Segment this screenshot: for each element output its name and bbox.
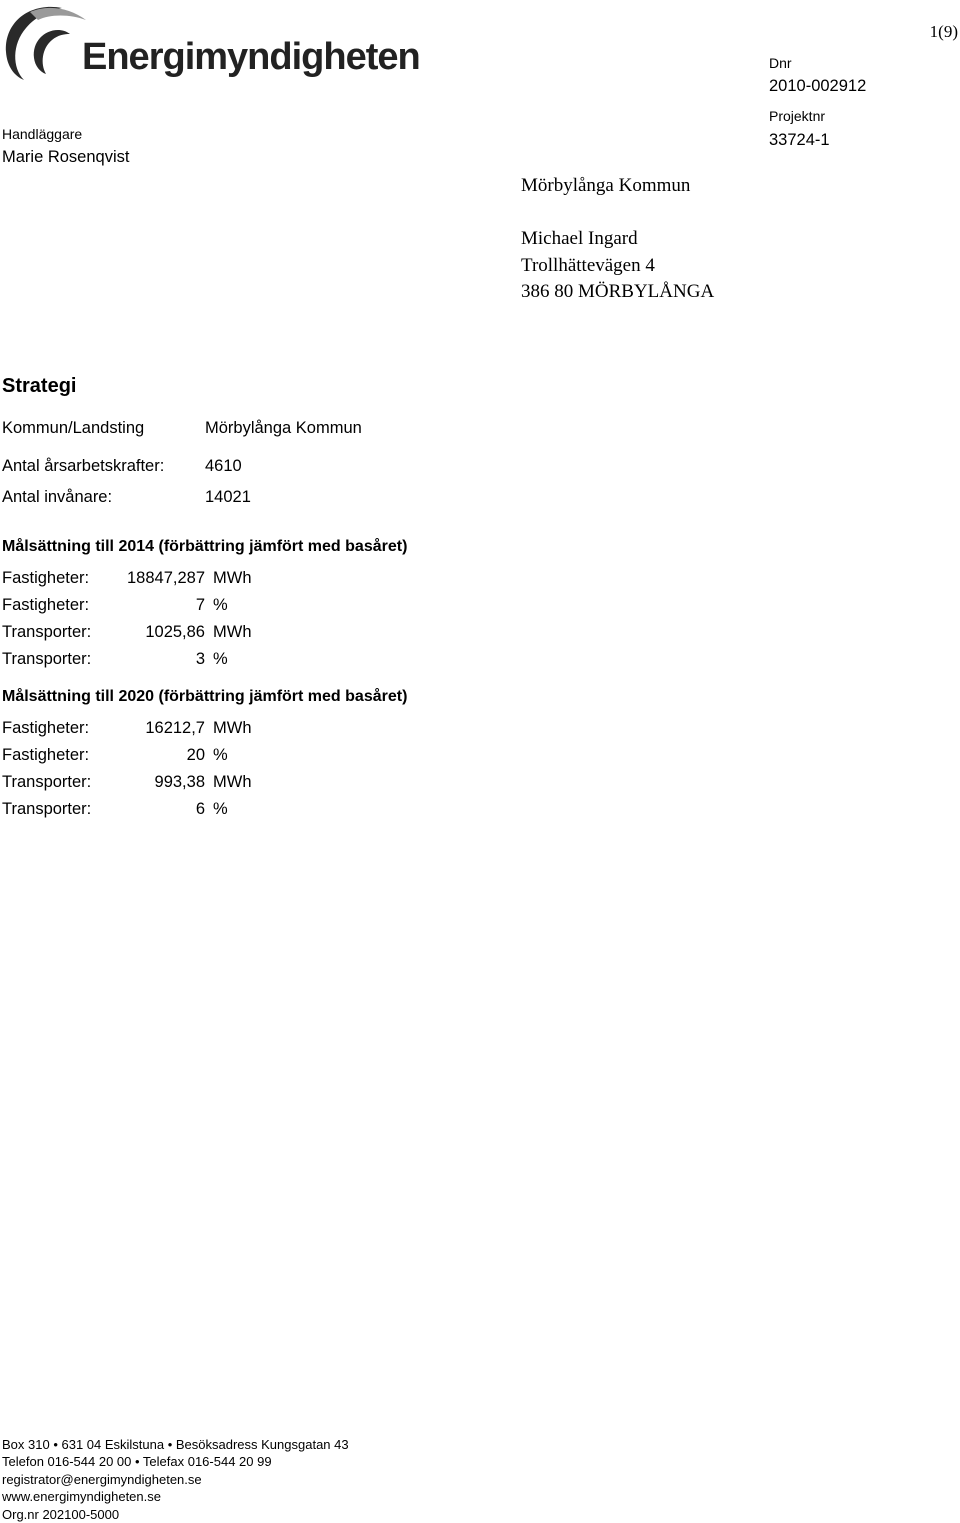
page-number: 1(9) <box>929 22 958 41</box>
targets-2014-heading: Målsättning till 2014 (förbättring jämfört med basåret) <box>2 538 408 555</box>
targets-2014-row-label: Fastigheter: <box>2 596 90 614</box>
footer-orgnr: Org.nr 202100-5000 <box>2 1507 120 1522</box>
targets-2020-row-label: Fastigheter: <box>2 746 90 764</box>
targets-2020-row-value: 16212,7 <box>145 719 205 737</box>
targets-2020-heading: Målsättning till 2020 (förbättring jämfört med basåret) <box>2 688 408 705</box>
recipient-city: 386 80 MÖRBYLÅNGA <box>521 281 715 302</box>
targets-2014-row-value: 7 <box>195 596 205 614</box>
footer-phone: Telefon 016-544 20 00 • Telefax 016-544 20 99 <box>2 1454 272 1469</box>
logo-wordmark: Energimyndigheten <box>82 36 420 78</box>
footer-address: Box 310 • 631 04 Eskilstuna • Besöksadress Kungsgatan 43 <box>2 1437 349 1452</box>
dnr-label: Dnr <box>769 55 792 71</box>
projektnr-value: 33724-1 <box>769 131 830 149</box>
targets-2014-row-label: Transporter: <box>2 650 92 668</box>
invanare-value: 14021 <box>205 488 251 506</box>
footer-email: registrator@energimyndigheten.se <box>2 1472 202 1487</box>
targets-2014-row-value: 1025,86 <box>145 623 205 641</box>
targets-2020-row-label: Transporter: <box>2 773 92 791</box>
targets-2014-row-unit: MWh <box>213 569 252 587</box>
targets-2014-row-unit: % <box>213 596 228 614</box>
handlaggare-label: Handläggare <box>2 126 83 142</box>
section-title-strategi: Strategi <box>2 375 77 397</box>
energimyndigheten-logo <box>0 0 420 95</box>
targets-2014-row-unit: % <box>213 650 228 668</box>
recipient-organisation: Mörbylånga Kommun <box>521 175 691 196</box>
recipient-name: Michael Ingard <box>521 228 638 249</box>
footer-website: www.energimyndigheten.se <box>2 1489 161 1504</box>
targets-2014-row-label: Fastigheter: <box>2 569 90 587</box>
targets-2020-row-unit: % <box>213 800 228 818</box>
recipient-street: Trollhättevägen 4 <box>521 255 655 276</box>
kommun-value: Mörbylånga Kommun <box>205 419 362 437</box>
targets-2014-row-value: 18847,287 <box>127 569 205 587</box>
handlaggare-name: Marie Rosenqvist <box>2 148 130 166</box>
targets-2020-row-label: Fastigheter: <box>2 719 90 737</box>
arbetskrafter-label: Antal årsarbetskrafter: <box>2 457 165 475</box>
targets-2020-row-unit: MWh <box>213 719 252 737</box>
kommun-label: Kommun/Landsting <box>2 419 145 437</box>
targets-2014-row-label: Transporter: <box>2 623 92 641</box>
projektnr-label: Projektnr <box>769 108 826 124</box>
targets-2014-row-value: 3 <box>195 650 205 668</box>
targets-2014-row-unit: MWh <box>213 623 252 641</box>
dnr-value: 2010-002912 <box>769 77 867 95</box>
targets-2020-row-value: 993,38 <box>154 773 205 791</box>
arbetskrafter-value: 4610 <box>205 457 242 475</box>
invanare-label: Antal invånare: <box>2 488 113 506</box>
logo-swoosh-icon <box>0 0 90 95</box>
targets-2020-row-value: 6 <box>195 800 205 818</box>
targets-2020-row-value: 20 <box>186 746 205 764</box>
targets-2020-row-label: Transporter: <box>2 800 92 818</box>
targets-2020-row-unit: % <box>213 746 228 764</box>
targets-2020-row-unit: MWh <box>213 773 252 791</box>
